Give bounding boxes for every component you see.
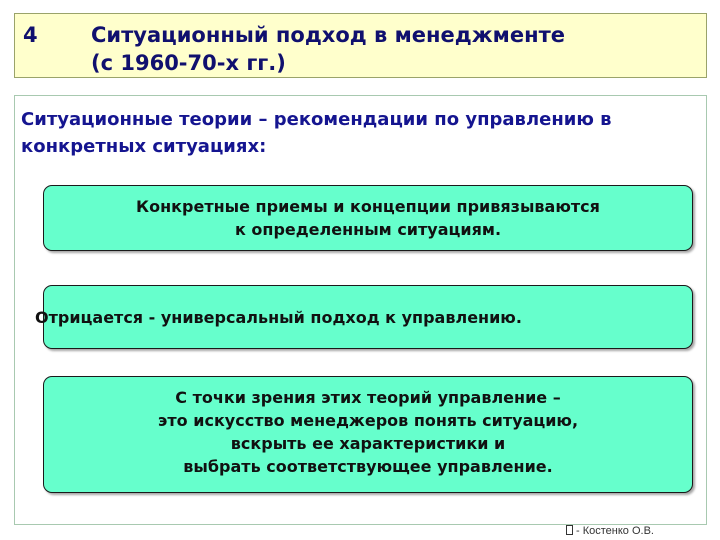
concept-box-3-line2: это искусство менеджеров понять ситуацию, bbox=[157, 411, 579, 430]
footer-author: - Костенко О.В. bbox=[576, 525, 654, 537]
slide-number: 4 bbox=[23, 23, 38, 47]
concept-box-1 bbox=[43, 185, 693, 251]
footer bbox=[566, 525, 654, 537]
concept-box-3-line3: вскрыть ее характеристики и bbox=[230, 434, 506, 453]
concept-box-1-line1: Конкретные приемы и концепции привязываются bbox=[136, 197, 600, 216]
concept-box-2-text: Отрицается - универсальный подход к управлению. bbox=[35, 308, 522, 327]
concept-box-3 bbox=[43, 376, 693, 493]
slide-title-box bbox=[14, 13, 707, 78]
slide-title-line1: Ситуационный подход в менеджменте bbox=[91, 23, 565, 47]
concept-box-3-line1: С точки зрения этих теорий управление – bbox=[175, 388, 561, 407]
intro-text: Ситуационные теории – рекомендации по управлению в конкретных ситуациях: bbox=[21, 109, 612, 157]
slide-title-line2: (с 1960-70-х гг.) bbox=[91, 51, 286, 75]
placeholder-glyph-icon bbox=[566, 525, 573, 535]
concept-box-3-line4: выбрать соответствующее управление. bbox=[183, 457, 553, 476]
concept-box-1-line2: к определенным ситуациям. bbox=[234, 220, 502, 239]
content-box bbox=[14, 95, 707, 525]
